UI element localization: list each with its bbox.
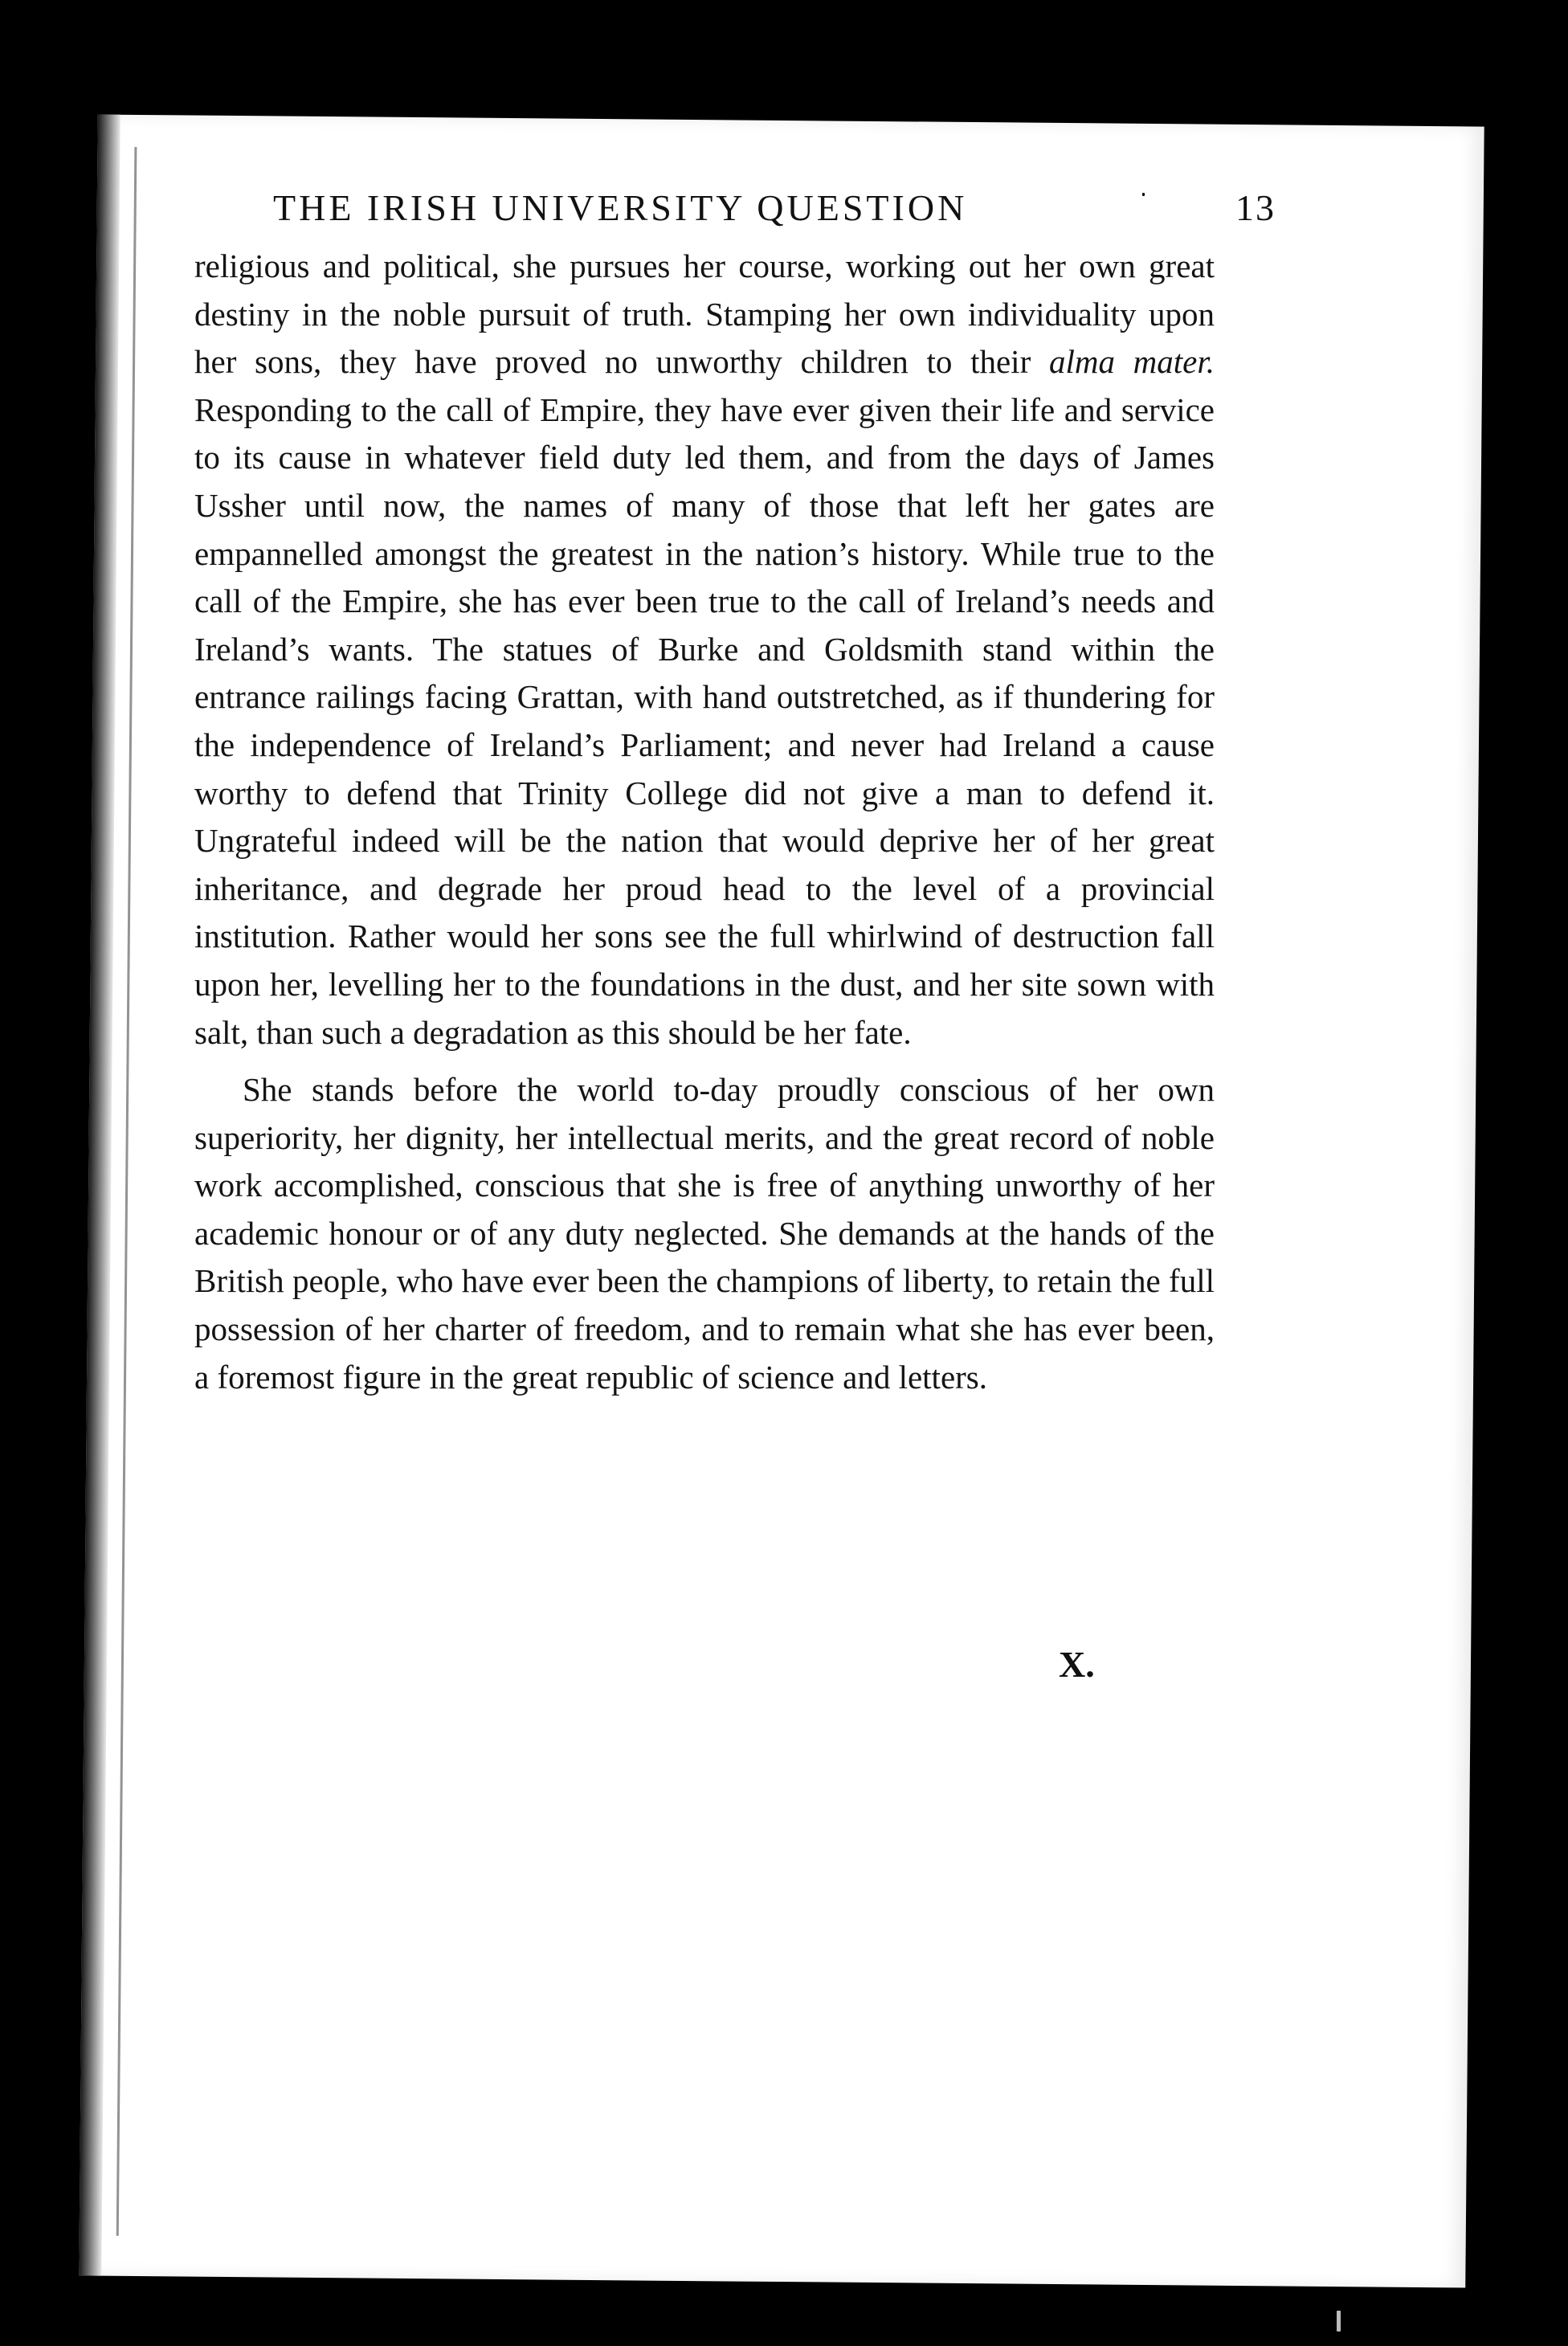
paragraph-1-italic-phrase: alma mater.: [1048, 343, 1215, 381]
running-head-title: THE IRISH UNIVERSITY QUESTION: [273, 187, 968, 228]
body-text: [194, 243, 1215, 1401]
paragraph-1: [194, 243, 1215, 1057]
scan-speck: [885, 29, 889, 33]
paragraph-1-text-a: religious and political, she pursues her course, working out her own great destiny in the noble pursuit of truth. Stamping her own individuality upon her sons, they have proved no unworthy children to their: [194, 247, 1215, 381]
running-head: [273, 186, 1276, 229]
page-gutter-shadow: [79, 115, 120, 2276]
scan-speck: [1142, 193, 1145, 196]
scan-speck: [1337, 2311, 1341, 2332]
author-signature: X.: [1059, 1644, 1095, 1685]
paragraph-2: She stands before the world to-day proudly conscious of her own superiority, her dignity, her intellectual merits, and the great record of noble work accomplished, conscious that she is free of anything unworthy of her academic honour or of any duty neglected. She demands at the hands of the British people, who have ever been the champions of liberty, to retain the full possession of her charter of freedom, and to remain what she has ever been, a foremost figure in the great republic of science and letters.: [194, 1071, 1215, 1396]
page-number: 13: [1235, 187, 1276, 228]
spine-edge-line: [116, 147, 137, 2236]
paragraph-1-text-b: Responding to the call of Empire, they have ever given their life and service to its cause in whatever field duty led them, and from the days of James Ussher until now, the names of many of those that left her gates are empannelled amongst the greatest in the nation’s history. While true to the call of the Empire, she has ever been true to the call of Ireland’s needs and Ireland’s wants. The statues of Burke and Goldsmith stand within the entrance railings facing Grattan, with hand outstretched, as if thundering for the independence of Ireland’s Parliament; and never had Ireland a cause worthy to defend that Trinity College did not give a man to defend it. Ungrateful indeed will be the nation that would deprive her of her great inheritance, and degrade her proud head to the level of a provincial institution. Rather would her sons see the full whirlwind of destruction fall upon her, levelling her to the foundations in the dust, and her site sown with salt, than such a degradation as this should be her fate.: [194, 390, 1215, 1051]
